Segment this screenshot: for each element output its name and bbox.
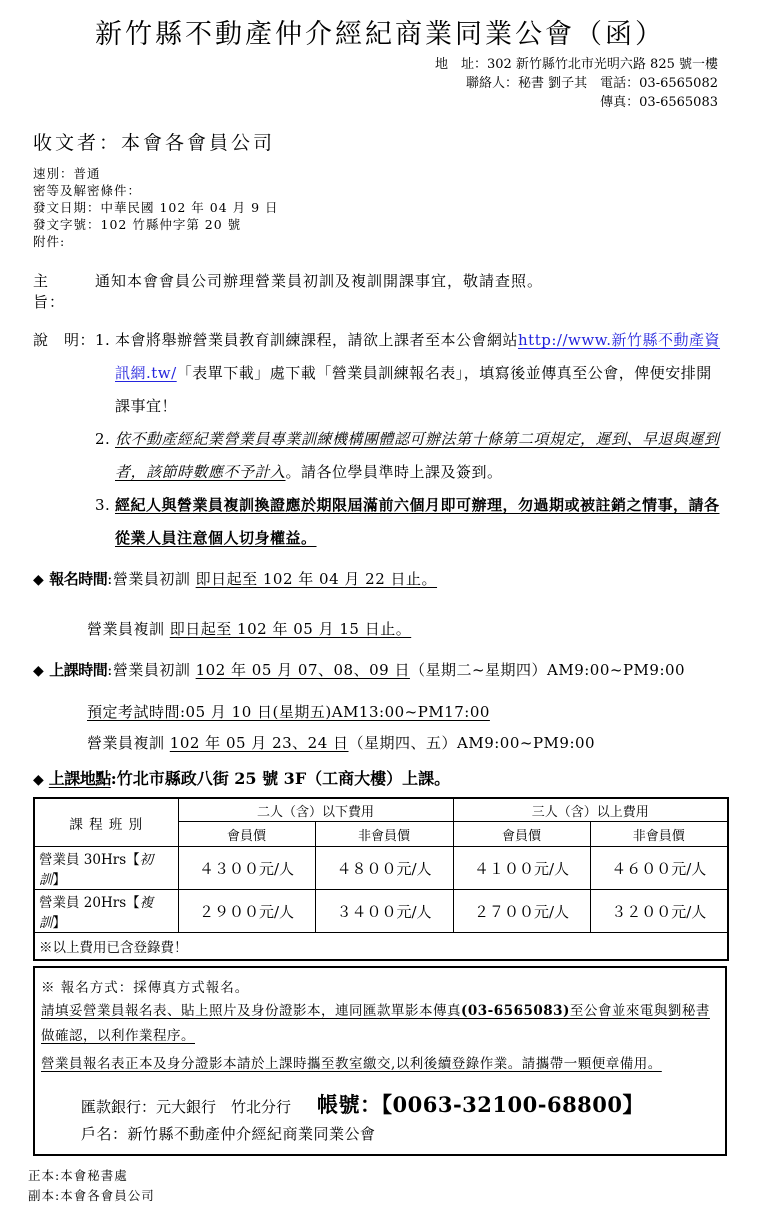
item-number: 3. (95, 496, 111, 514)
price-cell: ４８００元/人 (315, 847, 453, 890)
registration-retrain-deadline: 即日起至 102 年 05 月 15 日止。 (169, 620, 412, 638)
page-title: 新竹縣不動產仲介經紀商業同業公會（函） (95, 19, 665, 50)
table-note-row (34, 933, 728, 961)
item-number: 2. (95, 430, 111, 448)
signup-instruction-1 (41, 999, 715, 1049)
subject-label: 主 旨： (33, 272, 66, 311)
meta-security: 密等及解密條件： (33, 183, 142, 198)
exam-time-text: 預定考試時間:05 月 10 日(星期五)AM13:00~PM17:00 (87, 703, 490, 721)
item-text (115, 324, 727, 423)
signup-instruction-1-post: 至公會並來電與劉秘書做確認，以利作業程序。 (41, 1003, 710, 1044)
class-retrain-schedule: （星期四、五）AM9:00~PM9:00 (348, 734, 596, 752)
course-label (34, 847, 178, 890)
bank-info-line (81, 1089, 715, 1119)
course-label-post: 】 (52, 872, 66, 888)
item3-bold-underlined-text: 經紀人與營業員複訓換證應於期限屆滿前六個月即可辦理，勿過期或被註銷之情事，請各從業人員注意個人切身權益。 (115, 496, 720, 547)
registration-initial-prefix: :營業員初訓 (107, 570, 196, 588)
table-corner-header: 課 程 班 別 (34, 798, 178, 847)
course-label-pre: 營業員 20Hrs【 (39, 895, 140, 911)
registration-retrain-prefix: 營業員複訓 (87, 620, 170, 638)
table-note: ※以上費用已含登錄費！ (34, 933, 728, 961)
item1-post-text: 「表單下載」處下載「營業員訓練報名表」，填寫後並傳真至公會，俾便安排開課事宜！ (115, 364, 712, 415)
table-sub-header: 會員價 (453, 822, 590, 847)
class-initial-dates: 102 年 05 月 07、08、09 日 (195, 661, 410, 679)
class-time-label: 上課時間 (49, 661, 108, 679)
price-cell: ３２００元/人 (590, 890, 728, 933)
price-cell: ３４００元/人 (315, 890, 453, 933)
registration-time-label: 報名時間 (49, 570, 108, 588)
price-table (33, 797, 729, 961)
meta-attachment: 附件: (33, 234, 66, 249)
explanation-item-2 (95, 423, 727, 489)
item2-rest-text: 。請各位學員準時上課及簽到。 (285, 463, 503, 481)
recipient-line: 收文者：本會各會員公司 (33, 132, 276, 154)
contact-address: 地 址：302 新竹縣竹北市光明六路 825 號一樓 (434, 57, 718, 72)
class-retrain-prefix: 營業員複訓 (87, 734, 170, 752)
class-initial-prefix: :營業員初訓 (107, 661, 196, 679)
signup-method-line: ※ 報名方式：採傳真方式報名。 (41, 980, 250, 996)
diamond-bullet-icon: ◆ (33, 572, 45, 588)
account-label: 帳號： (317, 1092, 382, 1117)
official-letter-page (0, 12, 760, 1203)
account-number: 【0063-32100-68800】 (381, 1092, 645, 1117)
class-retrain-dates: 102 年 05 月 23、24 日 (169, 734, 349, 752)
meta-doc-number: 發文字號：102 竹縣仲字第 20 號 (33, 217, 242, 232)
item-text (115, 489, 727, 555)
course-label-type: 複訓 (39, 895, 154, 931)
item1-pre-text: 本會將舉辦營業員教育訓練課程，請欲上課者至本公會網站 (115, 331, 519, 349)
exam-time-line (87, 702, 760, 723)
course-label (34, 890, 178, 933)
signup-instruction-2: 營業員報名表正本及身分證影本請於上課時攜至教室繳交,以利後續登錄作業。請攜帶一顆便章備用。 (41, 1056, 662, 1072)
table-sub-header: 會員價 (178, 822, 315, 847)
price-cell: ４６００元/人 (590, 847, 728, 890)
class-time-line-1 (33, 660, 760, 682)
course-label-type: 初訓 (39, 852, 154, 888)
table-row-retraining (34, 890, 728, 933)
account-holder-line: 戶名：新竹縣不動產仲介經紀商業同業公會 (81, 1125, 376, 1143)
contact-fax: 傳真：03-6565083 (600, 95, 718, 110)
item-text (115, 423, 727, 489)
distribution-footer (28, 1166, 760, 1206)
class-time-line-3 (87, 733, 760, 754)
price-cell: ４１００元/人 (453, 847, 590, 890)
price-cell: ２７００元/人 (453, 890, 590, 933)
table-group-header-three: 三人（含）以上費用 (453, 798, 728, 822)
table-sub-header: 非會員價 (590, 822, 728, 847)
registration-initial-deadline: 即日起至 102 年 04 月 22 日止。 (195, 570, 438, 588)
subject-line (33, 270, 760, 312)
explanation-section (33, 324, 760, 555)
item2-italic-underlined-text: 依不動產經紀業營業員專業訓練機構團體認可辦法第十條第二項規定，遲到、早退與遲到者，該節時數應不予計入 (115, 430, 720, 481)
course-label-pre: 營業員 30Hrs【 (39, 852, 140, 868)
association-website-link[interactable]: http://www.新竹縣不動產資訊網.tw/ (115, 331, 721, 382)
class-location-line (33, 768, 760, 791)
subject-text: 通知本會會員公司辦理營業員初訓及複訓開課事宜，敬請查照。 (95, 272, 544, 290)
diamond-bullet-icon: ◆ (33, 663, 45, 679)
table-sub-header: 非會員價 (315, 822, 453, 847)
footer-original-copy: 正本:本會秘書處 (28, 1168, 128, 1183)
registration-time-line-1 (33, 569, 760, 591)
explanation-item-1 (95, 324, 727, 423)
class-location-text: :竹北市縣政八街 25 號 3F（工商大樓）上課。 (110, 769, 451, 788)
table-group-header-row (34, 798, 728, 822)
class-location-label: 上課地點 (48, 769, 111, 788)
signup-info-box (33, 966, 727, 1156)
explanation-item-3 (95, 489, 727, 555)
price-cell: ４３００元/人 (178, 847, 315, 890)
diamond-bullet-icon: ◆ (33, 772, 44, 788)
signup-fax-number: (03-6565083) (461, 1003, 570, 1019)
bank-name: 匯款銀行：元大銀行 竹北分行 (81, 1098, 292, 1116)
footer-duplicate-copy: 副本:本會各會員公司 (28, 1188, 155, 1203)
table-row-initial-training (34, 847, 728, 890)
contact-person-phone: 聯絡人：秘書 劉子其 電話：03-6565082 (466, 76, 718, 91)
table-group-header-two: 二人（含）以下費用 (178, 798, 453, 822)
registration-time-line-2 (87, 619, 760, 640)
price-cell: ２９００元/人 (178, 890, 315, 933)
contact-block (0, 55, 760, 112)
meta-issue-date: 發文日期：中華民國 102 年 04 月 9 日 (33, 200, 279, 215)
document-meta (33, 165, 760, 250)
explanation-label: 說 明： (33, 331, 96, 349)
class-initial-schedule: （星期二~星期四）AM9:00~PM9:00 (409, 661, 686, 679)
meta-speed: 速別：普通 (33, 166, 101, 181)
item-number: 1. (95, 331, 111, 349)
signup-instruction-1-pre: 請填妥營業員報名表、貼上照片及身份證影本，連同匯款單影本傳真 (41, 1003, 461, 1019)
course-label-post: 】 (52, 915, 66, 931)
